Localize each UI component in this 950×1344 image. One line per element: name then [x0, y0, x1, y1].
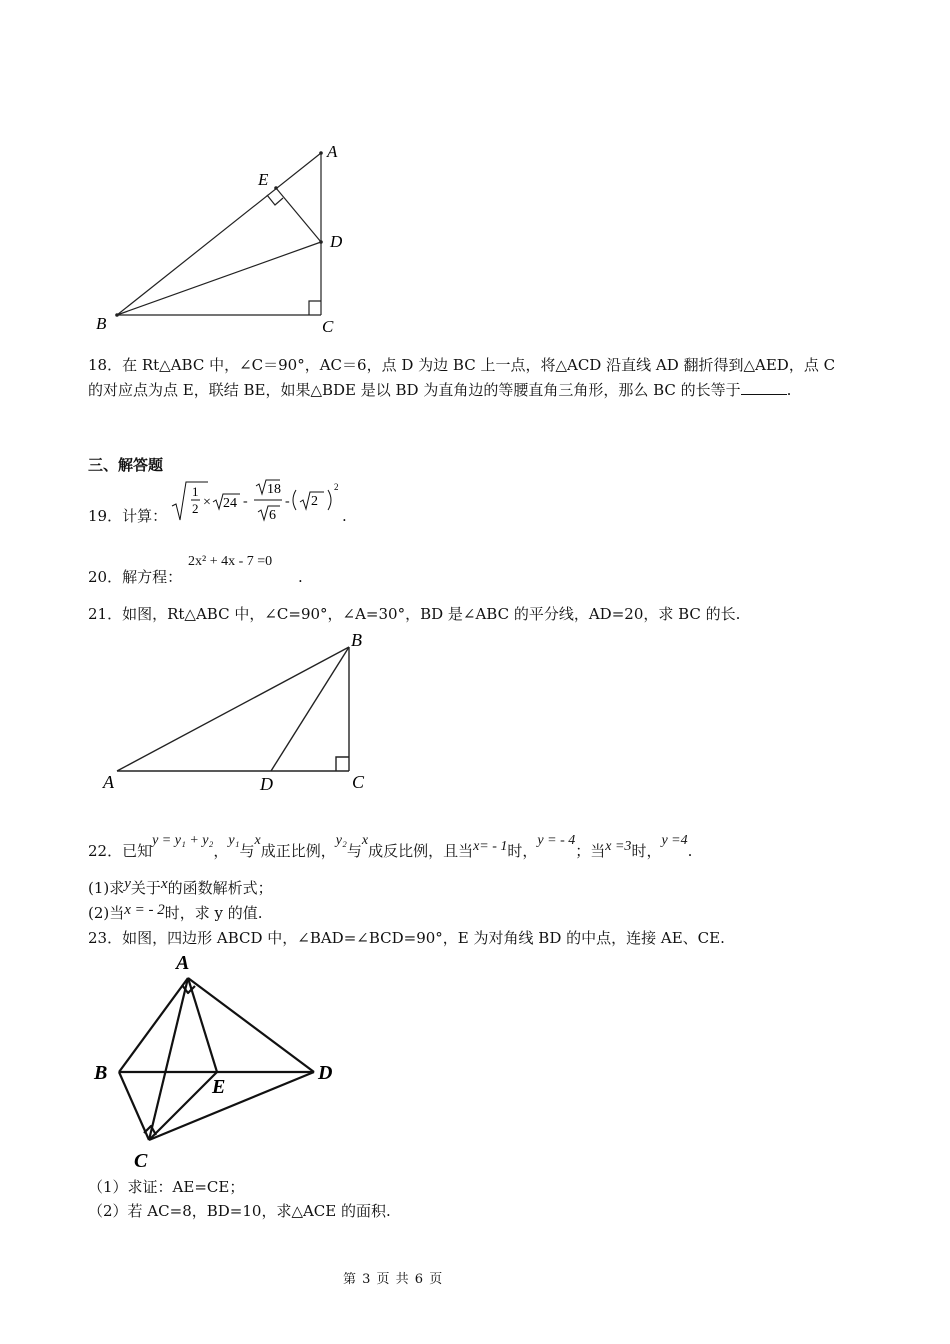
fig21-label-b: B — [351, 630, 362, 650]
question-19-end: . — [342, 507, 347, 525]
page-footer: 第 3 页 共 6 页 — [343, 1272, 444, 1287]
q22-t5: 成反比例，且当 — [368, 842, 474, 860]
fig18-label-e: E — [258, 170, 269, 189]
svg-text:-: - — [285, 494, 290, 509]
question-18-line1: 18．在 Rt△ABC 中，∠C＝90°，AC＝6，点 D 为边 BC 上一点，将△ACD 沿直线 AD 翻折得到△AED，点 C — [88, 356, 836, 374]
fig18-label-c: C — [322, 317, 334, 336]
svg-text:2: 2 — [192, 501, 199, 516]
q22-1-y: y — [124, 876, 131, 892]
fig18-label-a: A — [327, 142, 338, 161]
svg-text:2: 2 — [311, 494, 318, 509]
fig23-label-d: D — [318, 1062, 333, 1084]
q22-val2: y =4 — [661, 833, 688, 848]
q22-t7: ；当 — [575, 842, 606, 860]
q22-cond1: x= - 1 — [473, 839, 508, 854]
q22-2-b: 时，求 y 的值. — [164, 904, 263, 922]
q22-y-def: y = y₁ + y₂ — [152, 833, 214, 848]
fig21-label-c: C — [352, 772, 365, 792]
svg-text:-: - — [243, 494, 248, 509]
question-21: 21．如图，Rt△ABC 中，∠C=90°，∠A=30°，BD 是∠ABC 的平分线，AD=20，求 BC 的长. — [88, 605, 741, 623]
q22-prefix: 22．已知 — [88, 842, 153, 860]
fig21-label-a: A — [103, 772, 114, 792]
q22-1-x: x — [160, 876, 168, 892]
q22-t8: 时， — [631, 842, 662, 860]
fig23-label-b: B — [94, 1062, 108, 1084]
q22-2-cond: x = - 2 — [124, 902, 165, 918]
figure-q21 — [95, 628, 385, 800]
q22-end: . — [687, 842, 693, 860]
question-18-line2 — [88, 379, 791, 401]
q22-t6: 时， — [507, 842, 538, 860]
fig23-label-a: A — [176, 952, 190, 974]
q22-x2: x — [361, 833, 369, 848]
q22-cond2: x =3 — [605, 839, 632, 854]
q22-x1: x — [254, 833, 261, 848]
svg-text:6: 6 — [269, 508, 276, 523]
question-23-part2: （2）若 AC=8，BD=10，求△ACE 的面积. — [88, 1202, 391, 1220]
question-22-part2 — [88, 902, 263, 925]
fig18-label-b: B — [96, 314, 107, 333]
section-heading: 三、解答题 — [88, 456, 164, 474]
svg-text:24: 24 — [223, 496, 237, 511]
figure-q18 — [80, 135, 360, 345]
fig18-label-d: D — [330, 232, 343, 251]
fig23-label-e: E — [212, 1076, 226, 1098]
question-18-end: . — [786, 381, 792, 399]
q22-t1: ， — [213, 842, 229, 860]
q22-1-a: (1)求 — [88, 879, 125, 897]
question-20-end: . — [298, 568, 303, 586]
q22-2-a: (2)当 — [88, 904, 125, 922]
svg-text:18: 18 — [267, 482, 281, 497]
q22-t3: 成正比例， — [260, 842, 336, 860]
svg-text:1: 1 — [192, 484, 199, 499]
q22-y2: y₂ — [335, 833, 347, 848]
fig21-label-d: D — [260, 774, 273, 794]
question-19-label: 19．计算： — [88, 507, 168, 525]
q22-1-b: 关于 — [130, 879, 161, 897]
question-23-part1: （1）求证：AE=CE； — [88, 1178, 245, 1196]
answer-blank — [741, 380, 787, 395]
svg-text:×: × — [203, 495, 211, 510]
q22-1-c: 的函数解析式； — [167, 879, 273, 897]
q22-val1: y = - 4 — [537, 833, 576, 848]
question-23: 23．如图，四边形 ABCD 中，∠BAD=∠BCD=90°，E 为对角线 BD 的中点，连接 AE、CE. — [88, 929, 725, 947]
question-20-equation: 2x² + 4x - 7 =0 — [188, 554, 273, 569]
q22-t2: 与 — [239, 842, 255, 860]
question-20-label: 20．解方程： — [88, 568, 183, 586]
question-22-part1 — [88, 877, 273, 900]
figure-q23 — [88, 945, 348, 1175]
svg-text:2: 2 — [334, 482, 339, 492]
q22-t4: 与 — [346, 842, 362, 860]
fig23-label-c: C — [134, 1150, 148, 1172]
q19-expression — [168, 476, 348, 528]
question-22-line — [88, 833, 693, 864]
q22-y1: y₁ — [228, 833, 240, 848]
question-18-line2-text: 的对应点为点 E，联结 BE，如果△BDE 是以 BD 为直角边的等腰直角三角形，那么 BC 的长等于 — [88, 381, 741, 399]
